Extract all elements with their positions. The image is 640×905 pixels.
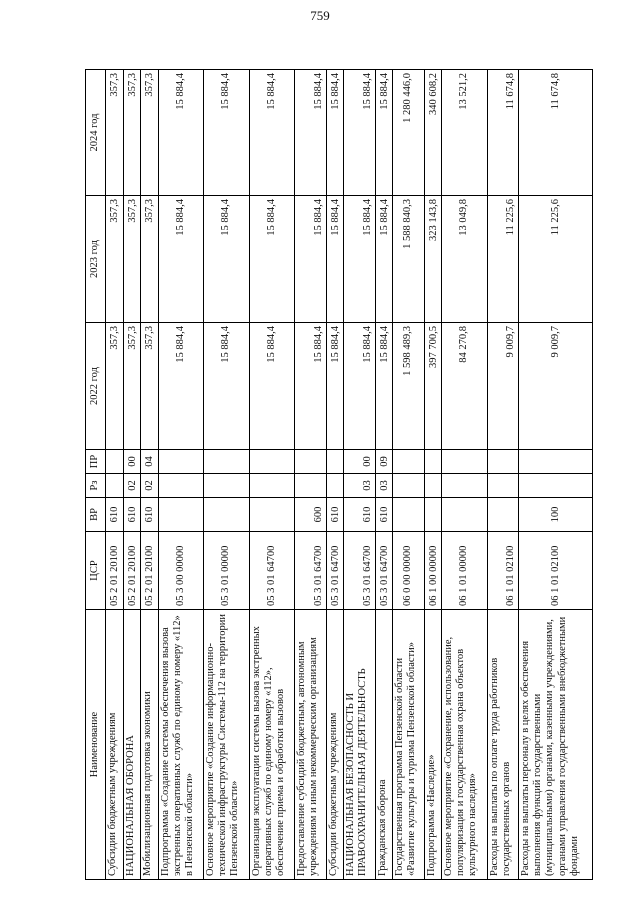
- cell-csr: 05 3 00 00000: [158, 532, 204, 610]
- cell-pr: [442, 450, 488, 474]
- cell-2023: 15 884,4: [375, 196, 393, 323]
- cell-2024: 357,3: [106, 70, 124, 196]
- cell-pr: [295, 450, 327, 474]
- col-header-2024: 2024 год: [86, 70, 106, 196]
- cell-2023: 15 884,4: [158, 196, 204, 323]
- cell-pr: [326, 450, 344, 474]
- table-row: [249, 70, 295, 880]
- col-header-rz: Рз: [86, 474, 106, 498]
- cell-2022: 9 009,7: [519, 323, 593, 450]
- cell-2024: 357,3: [141, 70, 159, 196]
- cell-2024: 11 674,8: [519, 70, 593, 196]
- cell-2022: 15 884,4: [295, 323, 327, 450]
- cell-2024: 15 884,4: [249, 70, 295, 196]
- cell-name: Предоставление субсидий бюджетным, автономным учреждениям и иным некоммерческим организациям: [295, 610, 327, 880]
- cell-pr: [393, 450, 425, 474]
- cell-rz: 03: [344, 474, 376, 498]
- cell-name: НАЦИОНАЛЬНАЯ ОБОРОНА: [123, 610, 141, 880]
- cell-vr: 610: [326, 498, 344, 532]
- cell-csr: 05 2 01 20100: [106, 532, 124, 610]
- cell-csr: 05 3 01 64700: [295, 532, 327, 610]
- cell-vr: 610: [141, 498, 159, 532]
- table-row: [295, 70, 327, 880]
- cell-rz: [249, 474, 295, 498]
- cell-rz: [393, 474, 425, 498]
- cell-pr: [487, 450, 519, 474]
- table-row: [326, 70, 344, 880]
- cell-rz: [204, 474, 250, 498]
- cell-2023: 15 884,4: [249, 196, 295, 323]
- cell-pr: [249, 450, 295, 474]
- cell-2024: 1 280 446,0: [393, 70, 425, 196]
- cell-vr: [442, 498, 488, 532]
- cell-pr: 00: [344, 450, 376, 474]
- cell-2023: 357,3: [123, 196, 141, 323]
- cell-vr: [424, 498, 442, 532]
- cell-rz: [487, 474, 519, 498]
- cell-csr: 06 1 00 00000: [424, 532, 442, 610]
- cell-2022: 15 884,4: [344, 323, 376, 450]
- cell-2022: 15 884,4: [249, 323, 295, 450]
- table-row: [393, 70, 425, 880]
- cell-2022: 84 270,8: [442, 323, 488, 450]
- cell-2022: 357,3: [123, 323, 141, 450]
- budget-table-rotated: [85, 70, 593, 880]
- cell-name: Организация эксплуатации системы вызова экстренных оперативных служб по единому номеру «112», обеспечение приема и обработки вызовов: [249, 610, 295, 880]
- cell-csr: 05 2 01 20100: [141, 532, 159, 610]
- cell-rz: 02: [123, 474, 141, 498]
- cell-csr: 06 1 01 00000: [442, 532, 488, 610]
- cell-2023: 15 884,4: [204, 196, 250, 323]
- cell-2022: 9 009,7: [487, 323, 519, 450]
- cell-2023: 15 884,4: [344, 196, 376, 323]
- budget-table: [85, 69, 593, 880]
- cell-name: Расходы на выплаты персоналу в целях обеспечения выполнения функций государственными (муниципальными) органами, казенными учреждениями, органами управления государственными внебюджетными фондами: [519, 610, 593, 880]
- table-row: [487, 70, 519, 880]
- cell-vr: 600: [295, 498, 327, 532]
- cell-rz: 03: [375, 474, 393, 498]
- col-header-name: Наименование: [86, 610, 106, 880]
- cell-2022: 357,3: [141, 323, 159, 450]
- cell-pr: 04: [141, 450, 159, 474]
- cell-name: Субсидии бюджетным учреждениям: [326, 610, 344, 880]
- table-row: [141, 70, 159, 880]
- cell-2022: 1 598 489,3: [393, 323, 425, 450]
- cell-name: Подпрограмма «Создание системы обеспечения вызова экстренных оперативных служб по единому номеру «112» в Пензенской области»: [158, 610, 204, 880]
- cell-2024: 340 608,2: [424, 70, 442, 196]
- cell-2022: 15 884,4: [326, 323, 344, 450]
- table-row: [123, 70, 141, 880]
- cell-2022: 15 884,4: [204, 323, 250, 450]
- cell-rz: [424, 474, 442, 498]
- cell-rz: [295, 474, 327, 498]
- cell-vr: 610: [123, 498, 141, 532]
- cell-csr: 06 0 00 00000: [393, 532, 425, 610]
- cell-name: Субсидии бюджетным учреждениям: [106, 610, 124, 880]
- cell-2024: 15 884,4: [326, 70, 344, 196]
- cell-2023: 1 588 840,3: [393, 196, 425, 323]
- table-row: [442, 70, 488, 880]
- cell-rz: [326, 474, 344, 498]
- cell-vr: [158, 498, 204, 532]
- cell-vr: [249, 498, 295, 532]
- cell-2023: 11 225,6: [519, 196, 593, 323]
- table-row: [375, 70, 393, 880]
- cell-2024: 13 521,2: [442, 70, 488, 196]
- cell-vr: 610: [344, 498, 376, 532]
- cell-pr: [204, 450, 250, 474]
- table-row: [424, 70, 442, 880]
- cell-csr: 05 3 01 64700: [344, 532, 376, 610]
- cell-name: НАЦИОНАЛЬНАЯ БЕЗОПАСНОСТЬ И ПРАВООХРАНИТЕЛЬНАЯ ДЕЯТЕЛЬНОСТЬ: [344, 610, 376, 880]
- table-row: [158, 70, 204, 880]
- cell-name: Расходы на выплаты по оплате труда работников государственных органов: [487, 610, 519, 880]
- cell-csr: 05 3 01 64700: [375, 532, 393, 610]
- cell-rz: [158, 474, 204, 498]
- cell-pr: [106, 450, 124, 474]
- col-header-vr: ВР: [86, 498, 106, 532]
- cell-rz: [442, 474, 488, 498]
- cell-csr: 05 2 01 20100: [123, 532, 141, 610]
- col-header-2022: 2022 год: [86, 323, 106, 450]
- cell-2023: 15 884,4: [295, 196, 327, 323]
- cell-vr: 610: [375, 498, 393, 532]
- page-number: 759: [310, 8, 330, 23]
- cell-2023: 15 884,4: [326, 196, 344, 323]
- cell-2024: 357,3: [123, 70, 141, 196]
- cell-pr: 00: [123, 450, 141, 474]
- cell-pr: [424, 450, 442, 474]
- cell-2022: 15 884,4: [375, 323, 393, 450]
- cell-name: Гражданская оборона: [375, 610, 393, 880]
- cell-2024: 11 674,8: [487, 70, 519, 196]
- col-header-pr: ПР: [86, 450, 106, 474]
- col-header-2023: 2023 год: [86, 196, 106, 323]
- table-row: [204, 70, 250, 880]
- cell-pr: [519, 450, 593, 474]
- cell-2024: 15 884,4: [158, 70, 204, 196]
- cell-name: Основное мероприятие «Создание информационно-технической инфраструктуры Системы-112 на территории Пензенской области»: [204, 610, 250, 880]
- cell-2022: 357,3: [106, 323, 124, 450]
- table-header-row: [86, 70, 106, 880]
- cell-2024: 15 884,4: [295, 70, 327, 196]
- cell-2024: 15 884,4: [375, 70, 393, 196]
- table-row: [344, 70, 376, 880]
- table-body: [106, 70, 593, 880]
- col-header-csr: ЦСР: [86, 532, 106, 610]
- cell-vr: [204, 498, 250, 532]
- cell-csr: 05 3 01 64700: [326, 532, 344, 610]
- cell-csr: 06 1 01 02100: [487, 532, 519, 610]
- cell-pr: 09: [375, 450, 393, 474]
- cell-rz: [519, 474, 593, 498]
- cell-rz: 02: [141, 474, 159, 498]
- cell-rz: [106, 474, 124, 498]
- cell-vr: 610: [106, 498, 124, 532]
- cell-vr: 100: [519, 498, 593, 532]
- cell-csr: 05 3 01 00000: [204, 532, 250, 610]
- cell-2023: 357,3: [141, 196, 159, 323]
- cell-2023: 13 049,8: [442, 196, 488, 323]
- cell-2023: 323 143,8: [424, 196, 442, 323]
- cell-name: Подпрограмма «Наследие»: [424, 610, 442, 880]
- cell-name: Основное мероприятие «Сохранение, использование, популяризация и государственная охрана объектов культурного наследия»: [442, 610, 488, 880]
- table-row: [519, 70, 593, 880]
- cell-csr: 06 1 01 02100: [519, 532, 593, 610]
- cell-2022: 397 700,5: [424, 323, 442, 450]
- cell-2024: 15 884,4: [344, 70, 376, 196]
- cell-name: Мобилизационная подготовка экономики: [141, 610, 159, 880]
- cell-2022: 15 884,4: [158, 323, 204, 450]
- cell-2023: 11 225,6: [487, 196, 519, 323]
- cell-2023: 357,3: [106, 196, 124, 323]
- cell-csr: 05 3 01 64700: [249, 532, 295, 610]
- cell-vr: [487, 498, 519, 532]
- cell-name: Государственная программа Пензенской области «Развитие культуры и туризма Пензенской области»: [393, 610, 425, 880]
- table-row: [106, 70, 124, 880]
- cell-2024: 15 884,4: [204, 70, 250, 196]
- cell-pr: [158, 450, 204, 474]
- cell-vr: [393, 498, 425, 532]
